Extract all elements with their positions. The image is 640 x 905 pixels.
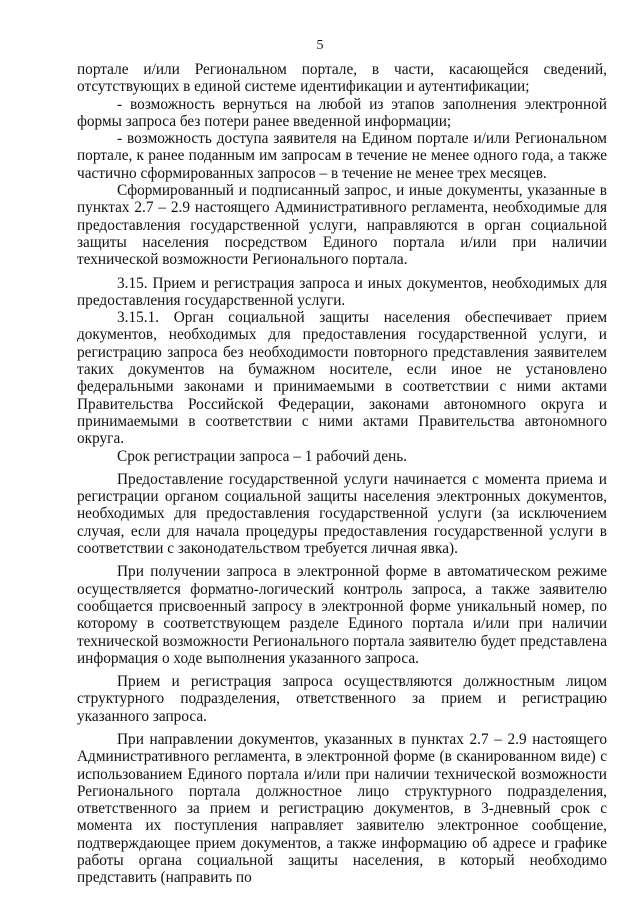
list-item-access-to-requests: - возможность доступа заявителя на Едином портале и/или Региональном портале, к ранее поданным им запросам в течение не менее одного года, а также частично сформированных запросов – в течение не менее трех месяцев. bbox=[77, 130, 607, 182]
page-number: 5 bbox=[316, 38, 324, 53]
section-heading-3-15: 3.15. Прием и регистрация запроса и иных документов, необходимых для предоставления государственной услуги. bbox=[77, 274, 607, 309]
paragraph-registration-term: Срок регистрации запроса – 1 рабочий день. bbox=[117, 447, 408, 465]
paragraph-3-15-1: 3.15.1. Орган социальной защиты населения обеспечивает прием документов, необходимых для предоставления государственной услуги, и регистрацию запроса без необходимости повторного представления заявителем таких документов на бумажном носителе, если иное не установлено федеральными законами и принимаемыми в соответствии с ними актами Правительства Российской Федерации, законами автономного округа и принимаемыми в соответствии с ними актами Правительства автономного округа. bbox=[77, 309, 607, 448]
list-item-return-to-step: - возможность вернуться на любой из этапов заполнения электронной формы запроса без потери ранее введенной информации; bbox=[77, 95, 607, 130]
paragraph-format-control: При получении запроса в электронной форме в автоматическом режиме осуществляется форматно-логический контроль запроса, а также заявителю сообщается присвоенный запросу в электронной форме уникальный номер, по которому в соответствующем разделе Единого портала и/или при наличии технической возможности Регионального портала заявителю будет представлена информация о ходе выполнения указанного запроса. bbox=[77, 563, 607, 667]
paragraph-continuation: портале и/или Региональном портале, в части, касающейся сведений, отсутствующих в единой системе идентификации и аутентификации; bbox=[77, 61, 607, 96]
paragraph-submitted-request: Сформированный и подписанный запрос, и иные документы, указанные в пунктах 2.7 – 2.9 настоящего Административного регламента, необходимые для предоставления государственной услуги, направляются в орган социальной защиты населения посредством Единого портала и/или при наличии технической возможности Регионального портала. bbox=[77, 182, 607, 269]
document-body bbox=[77, 61, 607, 887]
paragraph-reception-officer: Прием и регистрация запроса осуществляются должностным лицом структурного подразделения, ответственного за прием и регистрацию указанного запроса. bbox=[77, 673, 607, 725]
paragraph-document-submission: При направлении документов, указанных в пунктах 2.7 – 2.9 настоящего Административного регламента, в электронной форме (в сканированном виде) с использованием Единого портала и/или при наличии технической возможности Регионального портала должностное лицо структурного подразделения, ответственного за прием и регистрацию документов, в 3-дневный срок с момента их поступления направляет заявителю электронное сообщение, подтверждающее прием документов, а также информацию об адресе и графике работы органа социальной защиты населения, в который необходимо представить (направить по bbox=[77, 730, 607, 887]
paragraph-service-start: Предоставление государственной услуги начинается с момента приема и регистрации органом социальной защиты населения электронных документов, необходимых для предоставления государственной услуги (за исключением случая, если для начала процедуры предоставления государственной услуги в соответствии с законодательством требуется личная явка). bbox=[77, 470, 607, 558]
